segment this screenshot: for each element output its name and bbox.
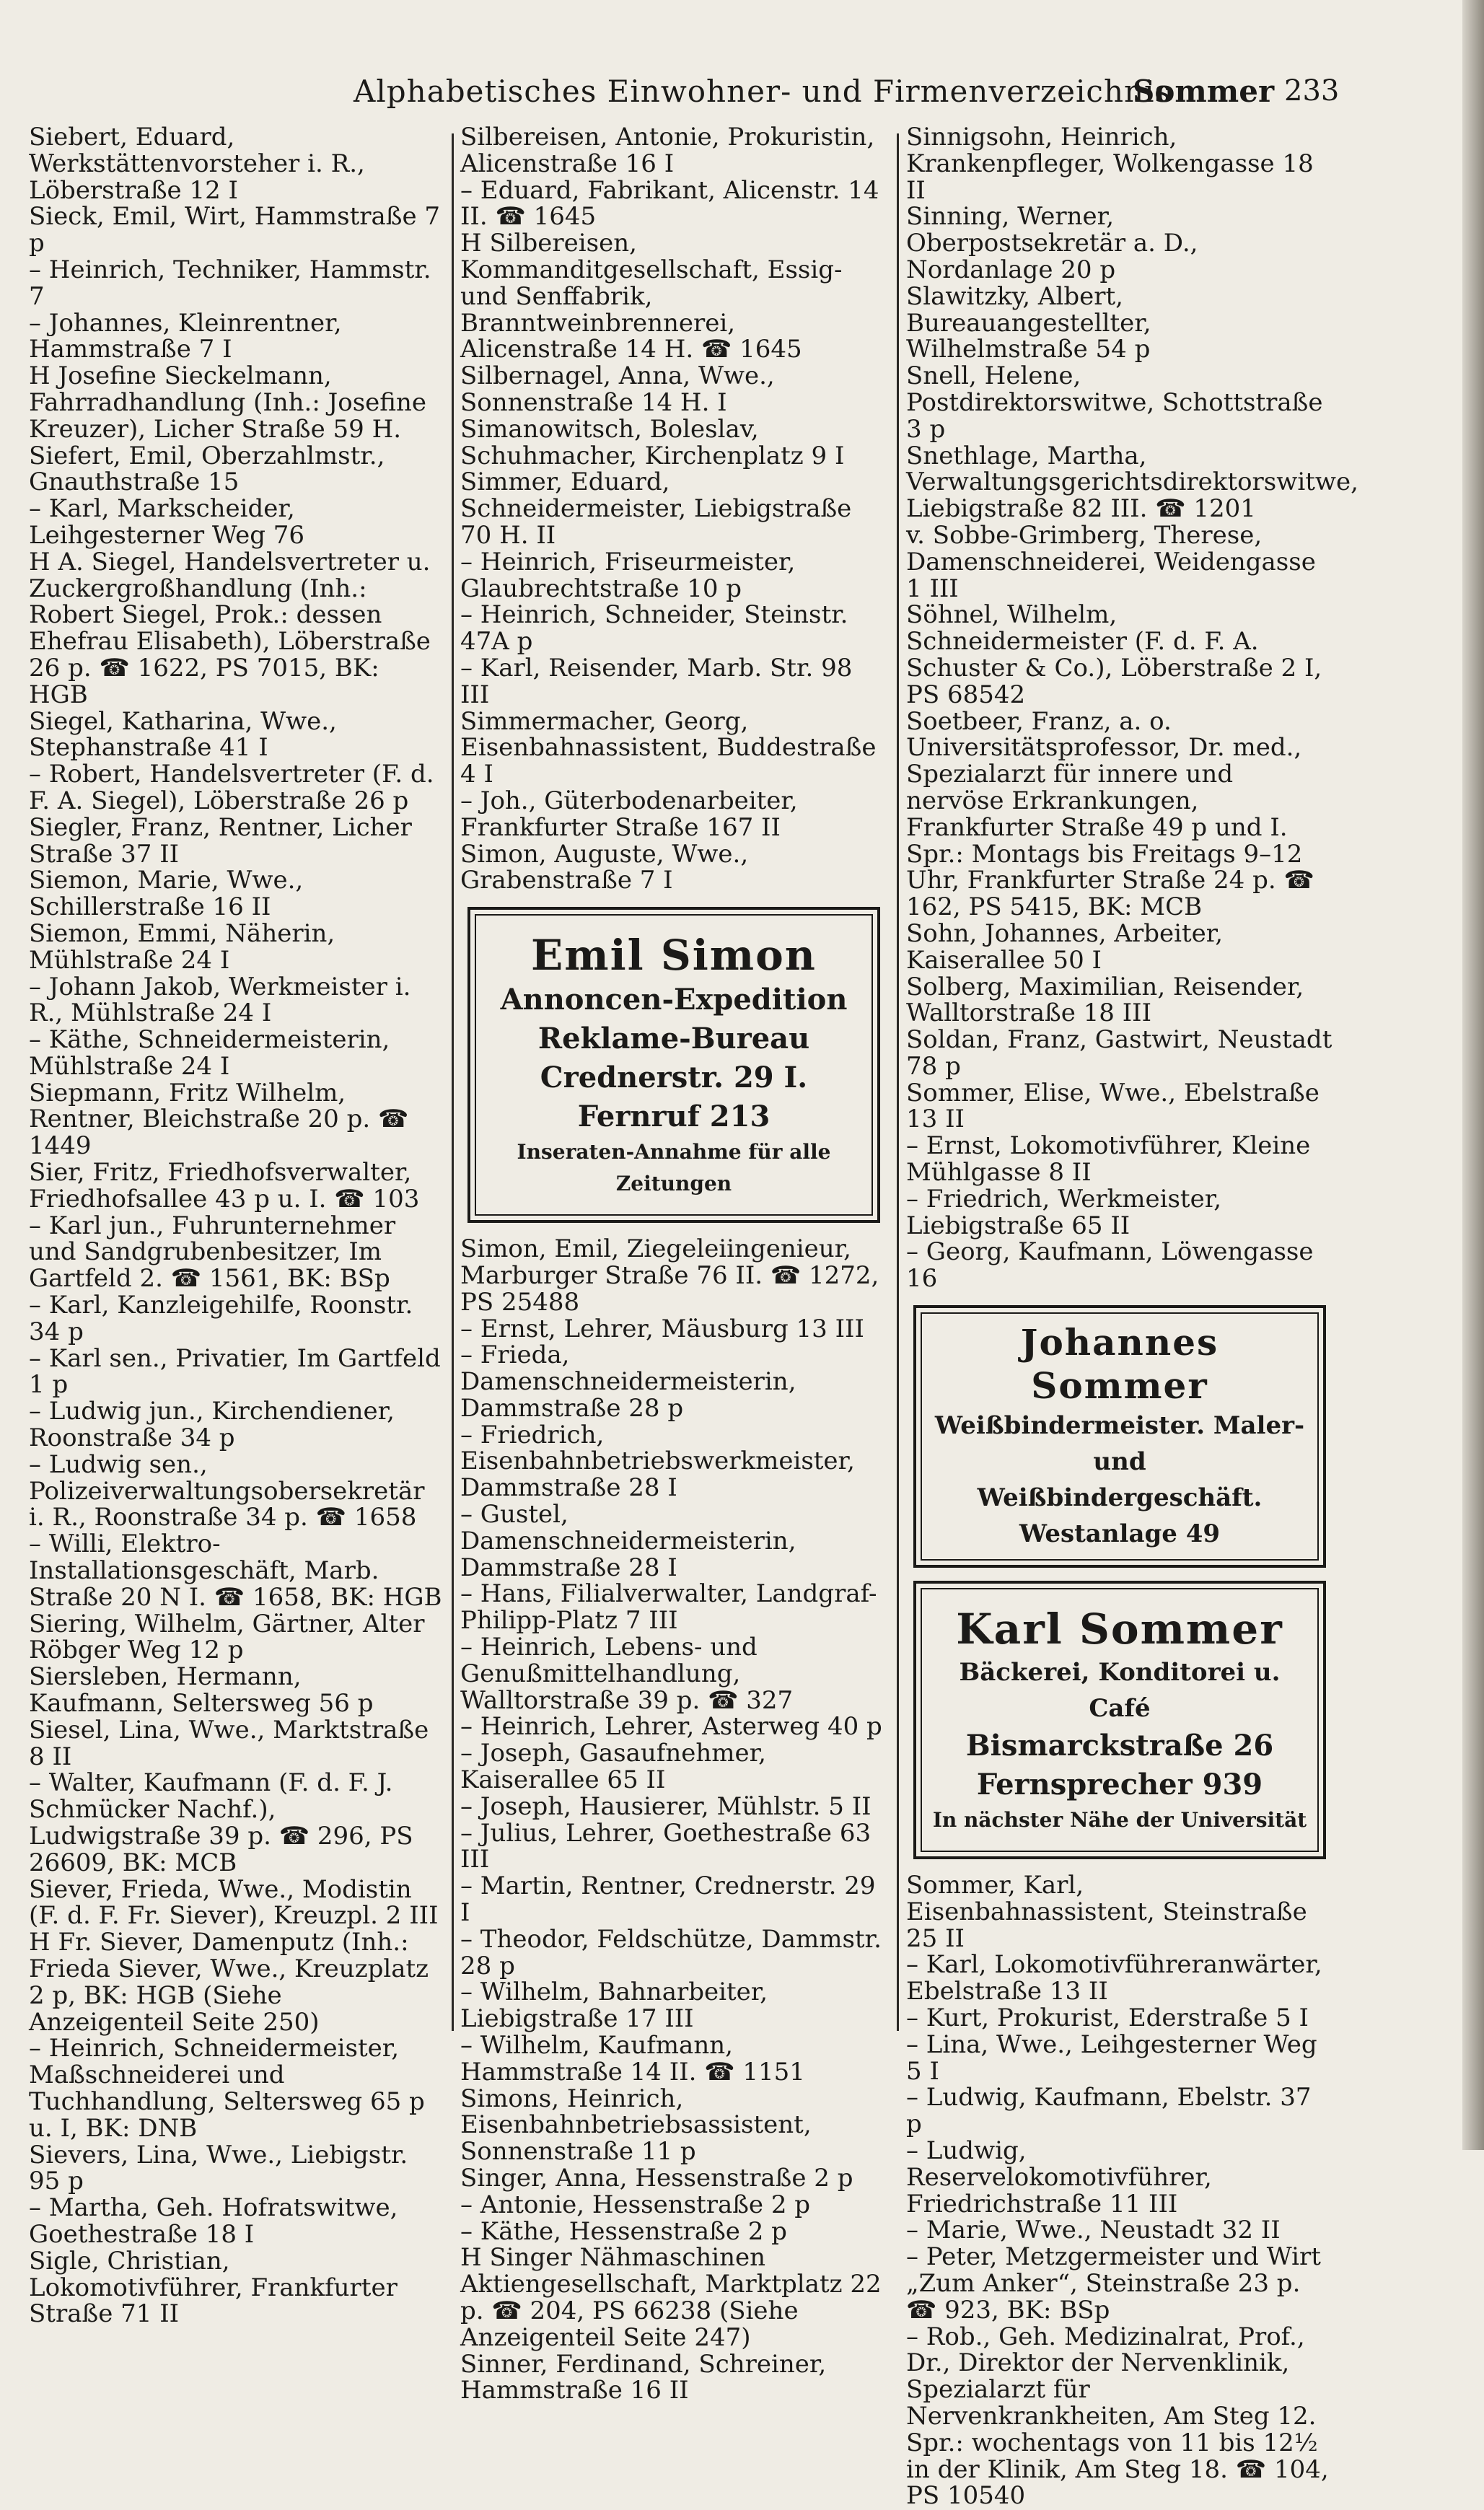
directory-column-2 (460, 123, 887, 2405)
directory-entry: – Robert, Handelsvertreter (F. d. F. A. Siegel), Löberstraße 26 p (29, 760, 434, 815)
directory-entry: Sier, Fritz, Friedhofsverwalter, Friedhofsallee 43 p u. I. ☎ 103 (29, 1158, 420, 1214)
directory-entry: Sinner, Ferdinand, Schreiner, Hammstraße 16 II (460, 2349, 827, 2405)
directory-entry: Sommer, Karl, Eisenbahnassistent, Steinstraße 25 II (906, 1871, 1307, 1953)
ad-line: Reklame-Bureau (537, 1022, 810, 1056)
directory-entry: – Theodor, Feldschütze, Dammstr. 28 p (460, 1924, 882, 1980)
directory-entry: – Walter, Kaufmann (F. d. F. J. Schmücker Nachf.), Ludwigstraße 39 p. ☎ 296, PS 26609, BK: MCB (29, 1768, 413, 1877)
directory-entry: H Josefine Sieckelmann, Fahrradhandlung (Inh.: Josefine Kreuzer), Licher Straße 59 H. (29, 361, 426, 444)
ad-line: Crednerstr. 29 I. Fernruf 213 (540, 1061, 808, 1134)
ad-title: Johannes Sommer (1020, 1321, 1219, 1408)
directory-entry: Siering, Wilhelm, Gärtner, Alter Röbger Weg 12 p (29, 1609, 425, 1665)
directory-entry: H Fr. Siever, Damenputz (Inh.: Frieda Siever, Wwe., Kreuzplatz 2 p, BK: HGB (Siehe Anzeigenteil Seite 250) (29, 1928, 429, 2037)
directory-entry: – Karl, Kanzleigehilfe, Roonstr. 34 p (29, 1291, 413, 1346)
header-title: Alphabetisches Einwohner- und Firmenverzeichnis (354, 73, 1172, 109)
directory-entry: – Joh., Güterbodenarbeiter, Frankfurter Straße 167 II (460, 786, 798, 842)
entry-list (906, 1872, 1333, 2509)
directory-entry: Sommer, Elise, Wwe., Ebelstraße 13 II (906, 1078, 1320, 1134)
directory-entry: – Karl, Markscheider, Leihgesterner Weg 76 (29, 494, 305, 550)
directory-entry: – Joseph, Gasaufnehmer, Kaiserallee 65 II (460, 1739, 766, 1795)
directory-entry: – Ernst, Lehrer, Mäusburg 13 III (460, 1314, 864, 1343)
directory-entry: – Heinrich, Techniker, Hammstr. 7 (29, 255, 431, 311)
advertisement-johannes-sommer (913, 1305, 1326, 1568)
ad-line: Weißbindermeister. Maler- und (934, 1411, 1305, 1477)
ad-line: Weißbindergeschäft. Westanlage 49 (977, 1483, 1263, 1549)
directory-entry: – Wilhelm, Kaufmann, Hammstraße 14 II. ☎ 1151 (460, 2031, 805, 2086)
directory-entry: – Karl jun., Fuhrunternehmer und Sandgrubenbesitzer, Im Gartfeld 2. ☎ 1561, BK: BSp (29, 1211, 396, 1294)
directory-entry: – Martin, Rentner, Crednerstr. 29 I (460, 1871, 876, 1928)
directory-entry: Sinnigsohn, Heinrich, Krankenpfleger, Wolkengasse 18 II (906, 123, 1314, 205)
directory-entry: Siemon, Emmi, Näherin, Mühlstraße 24 I (29, 918, 335, 975)
page-number: 233 (1284, 74, 1340, 107)
directory-entry: Sigle, Christian, Lokomotivführer, Frankfurter Straße 71 II (29, 2246, 398, 2329)
directory-entry: – Johannes, Kleinrentner, Hammstraße 7 I (29, 308, 342, 364)
directory-entry: Siefert, Emil, Oberzahlmstr., Gnauthstraße 15 (29, 441, 385, 497)
ad-line: Annoncen-Expedition (500, 983, 848, 1017)
directory-entry: Siesel, Lina, Wwe., Marktstraße 8 II (29, 1715, 429, 1771)
directory-entry: Simon, Auguste, Wwe., Grabenstraße 7 I (460, 839, 749, 895)
directory-entry: – Käthe, Schneidermeisterin, Mühlstraße 24 I (29, 1025, 390, 1081)
advertisement-karl-sommer (913, 1581, 1326, 1859)
ad-line: In nächster Nähe der Universität (932, 1808, 1307, 1833)
directory-entry: Solberg, Maximilian, Reisender, Walltorstraße 18 III (906, 972, 1304, 1028)
directory-entry: – Georg, Kaufmann, Löwengasse 16 (906, 1237, 1314, 1294)
directory-entry: Simon, Emil, Ziegeleiingenieur, Marburger Straße 76 II. ☎ 1272, PS 25488 (460, 1234, 879, 1317)
ad-title: Emil Simon (531, 931, 817, 980)
directory-entry: – Heinrich, Schneider, Steinstr. 47A p (460, 600, 848, 657)
directory-entry: – Ludwig, Kaufmann, Ebelstr. 37 p (906, 2083, 1312, 2139)
directory-entry: – Kurt, Prokurist, Ederstraße 5 I (906, 2004, 1309, 2033)
directory-entry: Sieck, Emil, Wirt, Hammstraße 7 p (29, 202, 441, 258)
directory-entry: – Rob., Geh. Medizinalrat, Prof., Dr., Direktor der Nervenklinik, Spezialarzt für Nervenkrankheiten, Am Steg 12. Spr.: wochentags von 11 bis 12½ in der Klinik, Am Steg 18. ☎ 104, PS 10540 (906, 2322, 1329, 2510)
directory-entry: Söhnel, Wilhelm, Schneidermeister (F. d. F. A. Schuster & Co.), Löberstraße 2 I, PS 68542 (906, 600, 1322, 709)
directory-entry: Slawitzky, Albert, Bureauangestellter, Wilhelmstraße 54 p (906, 281, 1151, 364)
directory-entry: Soldan, Franz, Gastwirt, Neustadt 78 p (906, 1025, 1332, 1081)
directory-entry: – Marie, Wwe., Neustadt 32 II (906, 2216, 1281, 2245)
page-header (354, 69, 1340, 113)
directory-entry: – Ludwig jun., Kirchendiener, Roonstraße 34 p (29, 1397, 395, 1453)
entry-list (460, 124, 887, 894)
directory-entry: Snell, Helene, Postdirektorswitwe, Schottstraße 3 p (906, 361, 1323, 444)
directory-entry: – Gustel, Damenschneidermeisterin, Dammstraße 28 I (460, 1500, 796, 1582)
directory-entry: Simmermacher, Georg, Eisenbahnassistent, Buddestraße 4 I (460, 706, 877, 789)
directory-entry: – Julius, Lehrer, Goethestraße 63 III (460, 1818, 871, 1874)
directory-entry: H Silbereisen, Kommanditgesellschaft, Essig- und Senffabrik, Branntweinbrennerei, Alicenstraße 14 H. ☎ 1645 (460, 229, 843, 364)
ad-title: Karl Sommer (956, 1605, 1283, 1654)
directory-entry: – Johann Jakob, Werkmeister i. R., Mühlstraße 24 I (29, 972, 411, 1028)
directory-entry: Sievers, Lina, Wwe., Liebigstr. 95 p (29, 2140, 408, 2196)
directory-column-3 (906, 123, 1358, 2510)
directory-entry: – Friedrich, Eisenbahnbetriebswerkmeister, Dammstraße 28 I (460, 1420, 855, 1503)
entry-list (460, 1236, 887, 2404)
directory-entry: H A. Siegel, Handelsvertreter u. Zuckergroßhandlung (Inh.: Robert Siegel, Prok.: dessen Ehefrau Elisabeth), Löberstraße 26 p. ☎ 1622, PS 7015, BK: HGB (29, 547, 431, 709)
column-divider (897, 133, 899, 2031)
ad-line: Inseraten-Annahme für alle Zeitungen (517, 1140, 831, 1196)
page-edge-shadow (1462, 0, 1484, 2150)
directory-entry: – Lina, Wwe., Leihgesterner Weg 5 I (906, 2029, 1317, 2086)
directory-entry: H Singer Nähmaschinen Aktiengesellschaft, Marktplatz 22 p. ☎ 204, PS 66238 (Siehe Anzeigenteil Seite 247) (460, 2243, 882, 2352)
directory-entry: – Antonie, Hessenstraße 2 p (460, 2190, 811, 2219)
directory-entry: – Karl sen., Privatier, Im Gartfeld 1 p (29, 1343, 441, 1400)
directory-entry: Siegel, Katharina, Wwe., Stephanstraße 41 I (29, 706, 337, 763)
directory-entry: – Wilhelm, Bahnarbeiter, Liebigstraße 17 III (460, 1978, 768, 2034)
directory-entry: – Heinrich, Lebens- und Genußmittelhandlung, Walltorstraße 39 p. ☎ 327 (460, 1633, 794, 1715)
directory-entry: Sinning, Werner, Oberpostsekretär a. D., Nordanlage 20 p (906, 202, 1198, 284)
directory-entry: Siebert, Eduard, Werkstättenvorsteher i. R., Löberstraße 12 I (29, 123, 365, 205)
ad-line: Bäckerei, Konditorei u. Café (959, 1658, 1281, 1724)
directory-entry: Simanowitsch, Boleslav, Schuhmacher, Kirchenplatz 9 I (460, 414, 845, 470)
directory-entry: Snethlage, Martha, Verwaltungsgerichtsdirektorswitwe, Liebigstraße 82 III. ☎ 1201 (906, 441, 1358, 524)
directory-entry: Siever, Frieda, Wwe., Modistin (F. d. F. Fr. Siever), Kreuzpl. 2 III (29, 1874, 439, 1931)
ad-line: Bismarckstraße 26 (965, 1729, 1274, 1763)
directory-entry: – Eduard, Fabrikant, Alicenstr. 14 II. ☎ 1645 (460, 175, 879, 232)
directory-entry: – Heinrich, Lehrer, Asterweg 40 p (460, 1712, 882, 1742)
directory-entry: – Karl, Reisender, Marb. Str. 98 III (460, 653, 853, 709)
directory-entry: Soetbeer, Franz, a. o. Universitätsprofessor, Dr. med., Spezialarzt für innere und nervöse Erkrankungen, Frankfurter Straße 49 p und I. Spr.: Montags bis Freitags 9–12 Uhr, Frankfurter Straße 24 p. ☎ 162, PS 5415, BK: MCB (906, 706, 1314, 922)
directory-entry: Singer, Anna, Hessenstraße 2 p (460, 2164, 853, 2193)
directory-entry: – Käthe, Hessenstraße 2 p (460, 2216, 787, 2246)
directory-entry: Siegler, Franz, Rentner, Licher Straße 37 II (29, 812, 412, 869)
directory-entry: – Heinrich, Friseurmeister, Glaubrechtstraße 10 p (460, 547, 796, 603)
entry-list (906, 123, 1358, 1294)
directory-entry: Silbernagel, Anna, Wwe., Sonnenstraße 14 H. I (460, 361, 775, 417)
directory-entry: Simmer, Eduard, Schneidermeister, Liebigstraße 70 H. II (460, 468, 852, 550)
directory-entry: Siemon, Marie, Wwe., Schillerstraße 16 II (29, 866, 304, 922)
directory-entry: – Friedrich, Werkmeister, Liebigstraße 65 II (906, 1184, 1222, 1240)
entry-list (29, 124, 444, 2327)
directory-entry: – Karl, Lokomotivführeranwärter, Ebelstraße 13 II (906, 1950, 1322, 2006)
directory-entry: v. Sobbe-Grimberg, Therese, Damenschneiderei, Weidengasse 1 III (906, 520, 1316, 603)
directory-entry: – Frieda, Damenschneidermeisterin, Dammstraße 28 p (460, 1340, 796, 1423)
directory-entry: Siersleben, Hermann, Kaufmann, Seltersweg 56 p (29, 1662, 374, 1719)
directory-entry: – Ernst, Lokomotivführer, Kleine Mühlgasse 8 II (906, 1131, 1311, 1188)
directory-entry: – Heinrich, Schneidermeister, Maßschneiderei und Tuchhandlung, Seltersweg 65 p u. I, BK: DNB (29, 2034, 425, 2143)
directory-column-1 (29, 123, 444, 2329)
directory-entry: – Peter, Metzgermeister und Wirt „Zum Anker“, Steinstraße 23 p. ☎ 923, BK: BSp (906, 2242, 1321, 2325)
ad-line: Fernsprecher 939 (976, 1768, 1263, 1802)
directory-entry: Siepmann, Fritz Wilhelm, Rentner, Bleichstraße 20 p. ☎ 1449 (29, 1078, 409, 1161)
directory-entry: – Willi, Elektro-Installationsgeschäft, Marb. Straße 20 N I. ☎ 1658, BK: HGB (29, 1530, 442, 1612)
directory-entry: – Ludwig, Reservelokomotivführer, Friedrichstraße 11 III (906, 2136, 1212, 2219)
column-divider (452, 133, 454, 2031)
directory-entry: – Hans, Filialverwalter, Landgraf-Philipp-Platz 7 III (460, 1579, 877, 1636)
directory-entry: – Martha, Geh. Hofratswitwe, Goethestraße 18 I (29, 2193, 398, 2249)
directory-entry: – Joseph, Hausierer, Mühlstr. 5 II (460, 1791, 871, 1821)
directory-entry: Silbereisen, Antonie, Prokuristin, Alicenstraße 16 I (460, 123, 875, 178)
directory-entry: Sohn, Johannes, Arbeiter, Kaiserallee 50 I (906, 918, 1224, 975)
directory-entry: – Ludwig sen., Polizeiverwaltungsobersekretär i. R., Roonstraße 34 p. ☎ 1658 (29, 1449, 425, 1532)
directory-entry: Simons, Heinrich, Eisenbahnbetriebsassistent, Sonnenstraße 11 p (460, 2084, 812, 2167)
advertisement-emil-simon (467, 907, 880, 1223)
header-running-name: Sommer (1133, 73, 1275, 109)
